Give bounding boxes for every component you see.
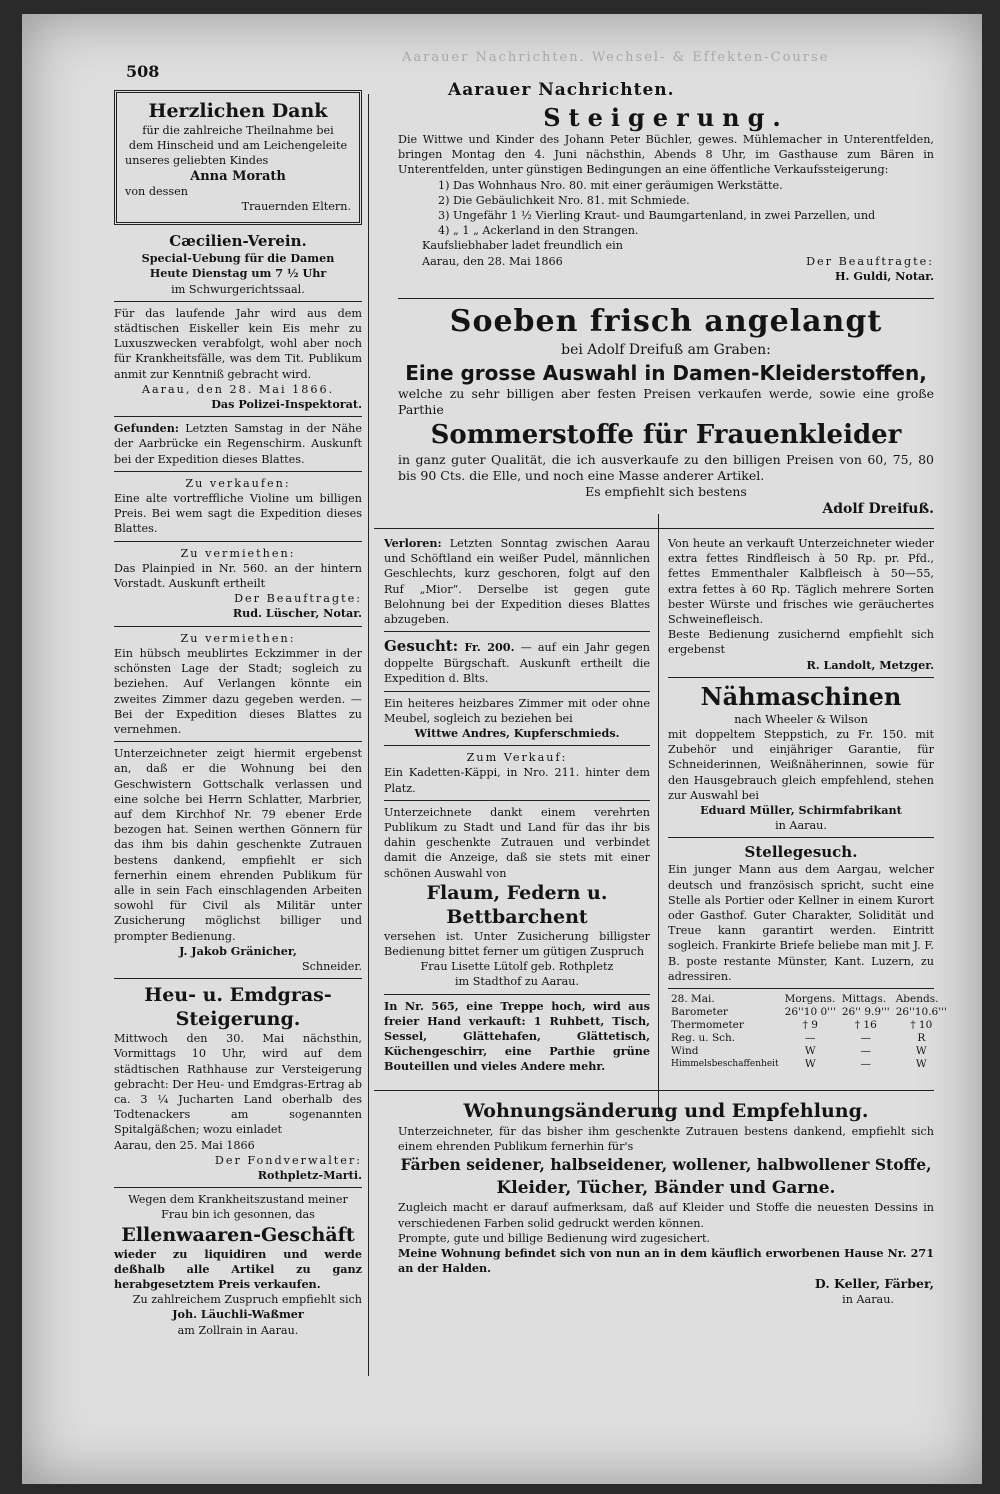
dank-notice	[114, 90, 362, 225]
rule	[668, 988, 934, 989]
weather-cell: Barometer	[671, 1006, 728, 1019]
weather-cell: Reg. u. Sch.	[671, 1032, 736, 1045]
weather-cell: † 16	[854, 1019, 877, 1032]
left-column	[114, 90, 362, 1338]
landolt-signature: R. Landolt, Metzger.	[806, 657, 934, 672]
weather-cell: Thermometer	[671, 1019, 744, 1032]
middle-column	[384, 536, 650, 1075]
weather-cell: W	[804, 1058, 816, 1071]
steigerung-text: Die Wittwe und Kinder des Johann Peter Büchler, gewes. Mühlemacher in Unterentfelden, bringen Montag den 4. Juni nächsthin, Abends 8 Uhr, im Gasthause zum Bären in Unterentfelden, unter günstigen Bedingungen an eine öffentliche Verkaufssteigerung:	[398, 133, 934, 177]
caecilien-line-3: im Schwurgerichtssaal.	[171, 282, 305, 296]
steigerung-item-1: 1) Das Wohnhaus Nro. 80. mit einer geräumigen Werkstätte.	[438, 178, 783, 192]
caecilien-title: Cæcilien-Verein.	[169, 232, 307, 251]
column-divider-left	[368, 94, 369, 1376]
keller-big-1: Färben seidener, halbseidener, wollener, halbwollener Stoffe,	[400, 1155, 932, 1175]
ellenwaaren-place: am Zollrain in Aarau.	[177, 1323, 299, 1337]
landolt-text-2: Beste Bedienung zusichernd empfiehlt sich ergebenst	[668, 628, 934, 657]
dreifuss-line-3: Sommerstoffe für Frauenkleider	[430, 420, 902, 450]
dreifuss-signature: Adolf Dreifuß.	[822, 501, 934, 517]
plainpied-text: Das Plainpied in Nr. 560. an der hintern Vorstadt. Auskunft ertheilt	[114, 561, 362, 591]
steigerung-date: Aarau, den 28. Mai 1866	[422, 254, 563, 268]
ellenwaaren-signature: Joh. Läuchli-Waßmer	[172, 1307, 304, 1322]
weather-cell: Himmelsbeschaffenheit	[671, 1059, 779, 1070]
keller-text-1: Unterzeichneter, für das bisher ihm geschenkte Zutrauen bestens dankend, empfiehlt sich einem ehrenden Publikum fernerhin für's	[398, 1125, 934, 1154]
dank-from: von dessen	[125, 184, 188, 198]
weather-header-morning: Morgens.	[784, 993, 836, 1006]
keller-text-2: Zugleich macht er darauf aufmerksam, daß auf Kleider und Stoffe die neuesten Dessins in verschiedenen Farben solid gedruckt werden können.	[398, 1201, 934, 1230]
graenicher-trade: Schneider.	[302, 959, 362, 973]
verloren-text: Letzten Sonntag zwischen Aarau und Schöftland ein weißer Pudel, männlichen Geschlechts, kurz geschoren, folgt auf den Ruf „Mior“. Derselbe ist gegen gute Belohnung bei der Expedition dieses Blattes abzugeben.	[384, 537, 650, 627]
steigerung-role: Der Beauftragte:	[806, 254, 934, 268]
table-row	[668, 1019, 950, 1032]
naehmaschinen-sub: nach Wheeler & Wilson	[734, 712, 868, 726]
ellenwaaren-title: Ellenwaaren-Geschäft	[121, 1223, 355, 1246]
naehmaschinen-text: mit doppeltem Steppstich, zu Fr. 150. mit Zubehör und einjähriger Garantie, für Schneiderinnen, Weißnäherinnen, sowie für den Hausgebrauch gleich empfehlend, stehen zur Auswahl bei	[668, 728, 934, 802]
kaeppi-text: Ein Kadetten-Käppi, in Nro. 211. hinter dem Platz.	[384, 766, 650, 795]
heu-date: Aarau, den 25. Mai 1866	[114, 1138, 255, 1152]
rule	[114, 978, 362, 979]
polizei-signature: Das Polizei-Inspektorat.	[211, 397, 362, 412]
naehmaschinen-title: Nähmaschinen	[700, 681, 902, 711]
keller-signature: D. Keller, Färber,	[814, 1276, 934, 1292]
ellenwaaren-closing: Zu zahlreichem Zuspruch empfiehlt sich	[132, 1293, 362, 1307]
rule	[384, 994, 650, 995]
eckzimmer-text: Ein hübsch meublirtes Eckzimmer in der schönsten Lage der Stadt; sogleich zu beziehen. Auf Verlangen könnte ein zweites Zimmer dazu gegeben werden. — Bei der Expedition dieses Blattes zu vernehmen.	[114, 646, 362, 736]
polizei-text: Für das laufende Jahr wird aus dem städtischen Eiskeller kein Eis mehr zu Luxuszwecken verabfolgt, wohl aber noch für Krankheitsfälle, was dem Tit. Publikum anmit zur Kenntniß gebracht wird.	[114, 306, 362, 381]
newspaper-page	[22, 14, 982, 1484]
steigerung-title: Steigerung.	[543, 103, 789, 132]
steigerung-invite: Kaufsliebhaber ladet freundlich ein	[422, 239, 623, 253]
weather-table	[668, 993, 950, 1071]
weather-cell: 26''10.6'''	[895, 1006, 947, 1019]
dreifuss-sub: bei Adolf Dreifuß am Graben:	[561, 342, 771, 358]
nr565-text: In Nr. 565, eine Treppe hoch, wird aus freier Hand verkauft: 1 Ruhbett, Tisch, Sessel, Glättehafen, Glättetisch, Küchengeschirr, eine Parthie grüne Bouteillen und vieles Andere mehr.	[384, 998, 650, 1074]
weather-header-evening: Abends.	[895, 993, 939, 1006]
right-column	[668, 536, 947, 1071]
luetolf-title: Flaum, Federn u. Bettbarchent	[426, 881, 608, 928]
ellenwaaren-intro: Wegen dem Krankheitszustand meiner Frau bin ich gesonnen, das	[128, 1193, 348, 1222]
table-row	[668, 1045, 950, 1058]
rule	[114, 741, 362, 742]
weather-header-noon: Mittags.	[841, 993, 887, 1006]
steigerung-signature: H. Guldi, Notar.	[834, 269, 934, 284]
zimmer-andres-signature: Wittwe Andres, Kupferschmieds.	[414, 726, 620, 741]
violine-title: Zu verkaufen:	[185, 476, 291, 490]
steigerung-notice	[398, 104, 934, 284]
steigerung-item-3: 3) Ungefähr 1 ½ Vierling Kraut- und Baumgartenland, in zwei Parzellen, und	[438, 209, 876, 223]
verloren-label: Verloren:	[384, 536, 442, 550]
rule	[114, 1187, 362, 1188]
keller-big-2: Kleider, Tücher, Bänder und Garne.	[496, 1178, 836, 1199]
weather-cell: R	[917, 1032, 926, 1045]
dank-name: Anna Morath	[190, 168, 286, 184]
table-row	[668, 1058, 950, 1071]
steigerung-item-4: 4) „ 1 „ Ackerland in den Strangen.	[438, 224, 639, 238]
rule	[114, 301, 362, 302]
gesucht-text: — auf ein Jahr gegen doppelte Bürgschaft. Auskunft ertheilt die Expedition d. Blts.	[384, 641, 651, 686]
ellenwaaren-text: wieder zu liquidiren und werde deßhalb alle Artikel zu ganz herabgesetztem Preis verkaufen.	[114, 1246, 362, 1291]
gesucht-amount: Fr. 200.	[464, 640, 515, 655]
dreifuss-line-5: Es empfiehlt sich bestens	[585, 484, 747, 499]
weather-cell: † 10	[910, 1019, 933, 1032]
eckzimmer-title: Zu vermiethen:	[180, 631, 296, 645]
weather-header-row	[668, 993, 950, 1006]
dreifuss-ad	[398, 304, 934, 518]
polizei-date: Aarau, den 28. Mai 1866.	[141, 382, 335, 396]
rule	[114, 471, 362, 472]
table-row	[668, 1032, 950, 1045]
rule-dreifuss	[374, 528, 934, 529]
stellegesuch-text: Ein junger Mann aus dem Aargau, welcher deutsch und französisch spricht, sucht eine Stelle als Portier oder Kellner in einem Kurort oder Gasthof. Guter Charakter, Solidität und Treue kann garantirt werden. Eintritt sogleich. Frankirte Briefe beliebe man mit J. F. B. poste restante Münster, Kant. Luzern, zu adressiren.	[668, 863, 934, 983]
luetolf-text-2: versehen ist. Unter Zusicherung billigster Bedienung bittet ferner um gütigen Zuspruch	[384, 929, 650, 959]
weather-cell: —	[860, 1045, 872, 1058]
weather-cell: W	[804, 1045, 816, 1058]
luetolf-text-1: Unterzeichnete dankt einem verehrten Publikum zu Stadt und Land für das ihr bis dahin geschenkte Zutrauen und verbindet damit die Anzeige, daß sie stets mit einer schönen Auswahl von	[384, 805, 650, 880]
kaeppi-title: Zum Verkauf:	[466, 751, 568, 765]
rule	[668, 837, 934, 838]
dreifuss-line-4: in ganz guter Qualität, die ich ausverkaufe zu den billigen Preisen von 60, 75, 80 bis 90 Cts. die Elle, und noch eine Masse anderer Artikel.	[398, 452, 934, 483]
luetolf-signature: Frau Lisette Lütolf geb. Rothpletz	[420, 960, 614, 974]
heu-title: Heu- u. Emdgras-Steigerung.	[144, 984, 332, 1031]
keller-title: Wohnungsänderung und Empfehlung.	[463, 1100, 869, 1122]
gefunden-text: Letzten Samstag in der Nähe der Aarbrücke ein Regenschirm. Auskunft bei der Expedition dieses Blattes.	[114, 422, 362, 466]
naehmaschinen-signature: Eduard Müller, Schirmfabrikant	[700, 803, 902, 818]
column-divider-right	[658, 514, 659, 1114]
weather-cell: W	[915, 1058, 927, 1071]
rule	[114, 416, 362, 417]
dreifuss-headline: Soeben frisch angelangt	[449, 304, 883, 339]
keller-text-4: Meine Wohnung befindet sich von nun an in dem käuflich erworbenen Hause Nr. 271 an der Halden.	[398, 1246, 934, 1276]
dreifuss-line-1: Eine grosse Auswahl in Damen-Kleiderstoffen,	[405, 361, 927, 385]
weather-cell: † 9	[802, 1019, 818, 1032]
rule	[384, 691, 650, 692]
plainpied-signature: Rud. Lüscher, Notar.	[232, 606, 362, 621]
weather-cell: —	[860, 1058, 872, 1071]
keller-place: in Aarau.	[842, 1292, 894, 1306]
plainpied-title: Zu vermiethen:	[180, 546, 296, 560]
rule	[384, 745, 650, 746]
steigerung-item-2: 2) Die Gebäulichkeit Nro. 81. mit Schmiede.	[438, 193, 690, 207]
dank-line-3: unseres geliebten Kindes	[125, 154, 269, 168]
rule-keller	[374, 1090, 934, 1091]
heu-text: Mittwoch den 30. Mai nächsthin, Vormittags 10 Uhr, wird auf dem städtischen Rathhause zur Versteigerung gebracht: Der Heu- und Emdgras-Ertrag ab ca. 3 ¼ Jucharten Land oberhalb des Todtenackers am sogenannten Spitalgäßchen; wozu einladet	[114, 1032, 363, 1137]
graenicher-text: Unterzeichneter zeigt hiermit ergebenst an, daß er die Wohnung bei den Geschwistern Gottschalk verlassen und eine solche bei Herrn Schlatter, Marbrier, auf dem Kirchhof Nr. 79 ebener Erde bezogen hat. Seinen werthen Gönnern für das ihm bis dahin geschenkte Zutrauen bestens dankend, empfiehlt er sich fernerhin einem ehrenden Publikum für alle in sein Fach einschlagenden Arbeiten sowohl für Civil als Militär unter Zusicherung möglichst billiger und prompter Bedienung.	[114, 747, 362, 943]
rule	[384, 631, 650, 632]
rule	[668, 677, 934, 678]
weather-cell: 26'' 9.9'''	[841, 1006, 890, 1019]
caecilien-line-1: Special-Uebung für die Damen	[141, 251, 335, 266]
weather-header-date: 28. Mai.	[671, 993, 715, 1006]
plainpied-role: Der Beauftragte:	[234, 592, 362, 606]
weather-cell: Wind	[671, 1045, 699, 1058]
rule-steigerung	[398, 298, 934, 299]
rule	[384, 800, 650, 801]
gefunden-label: Gefunden:	[114, 421, 179, 436]
weather-cell: —	[805, 1032, 816, 1045]
graenicher-signature: J. Jakob Gränicher,	[179, 943, 297, 958]
dank-line-2: dem Hinscheid und am Leichengeleite	[128, 139, 348, 153]
newspaper-title: Aarauer Nachrichten.	[448, 80, 675, 100]
keller-ad	[398, 1098, 934, 1307]
heu-signature: Rothpletz-Marti.	[257, 1167, 362, 1182]
weather-cell: 26''10 0'''	[784, 1006, 836, 1019]
caecilien-line-2: Heute Dienstag um 7 ½ Uhr	[149, 266, 327, 281]
weather-cell: —	[860, 1032, 872, 1045]
rule	[114, 541, 362, 542]
landolt-text: Von heute an verkauft Unterzeichneter wieder extra fettes Rindfleisch à 50 Rp. pr. Pfd., fettes Emmenthaler Kalbfleisch à 50—55, extra fettes à 60 Rp. Täglich mehrere Sorten bester Würste und frisches wie geräuchertes Schweinefleisch.	[668, 537, 934, 627]
weather-cell: W	[915, 1045, 927, 1058]
dank-line-1: für die zahlreiche Theilnahme bei	[142, 124, 334, 137]
dreifuss-line-2: welche zu sehr billigen aber festen Preisen verkaufen werde, sowie eine große Parthie	[398, 386, 934, 417]
keller-text-3: Prompte, gute und billige Bedienung wird zugesichert.	[398, 1231, 711, 1245]
dank-title: Herzlichen Dank	[148, 100, 328, 122]
dank-signature: Trauernden Eltern.	[241, 200, 351, 214]
table-row	[668, 1006, 950, 1019]
zimmer-andres-text: Ein heiteres heizbares Zimmer mit oder ohne Meubel, sogleich zu beziehen bei	[384, 696, 650, 725]
gesucht-label: Gesucht:	[384, 637, 459, 656]
luetolf-place: im Stadthof zu Aarau.	[454, 975, 580, 989]
bleed-through-text: Aarauer Nachrichten. Wechsel- & Effekten-Course	[402, 50, 830, 65]
stellegesuch-title: Stellegesuch.	[744, 843, 858, 862]
heu-role: Der Fondverwalter:	[214, 1153, 362, 1167]
naehmaschinen-place: in Aarau.	[775, 819, 827, 833]
page-number: 508	[126, 62, 160, 81]
violine-text: Eine alte vortreffliche Violine um billigen Preis. Bei wem sagt die Expedition dieses Blattes.	[114, 492, 362, 536]
rule	[114, 626, 362, 627]
